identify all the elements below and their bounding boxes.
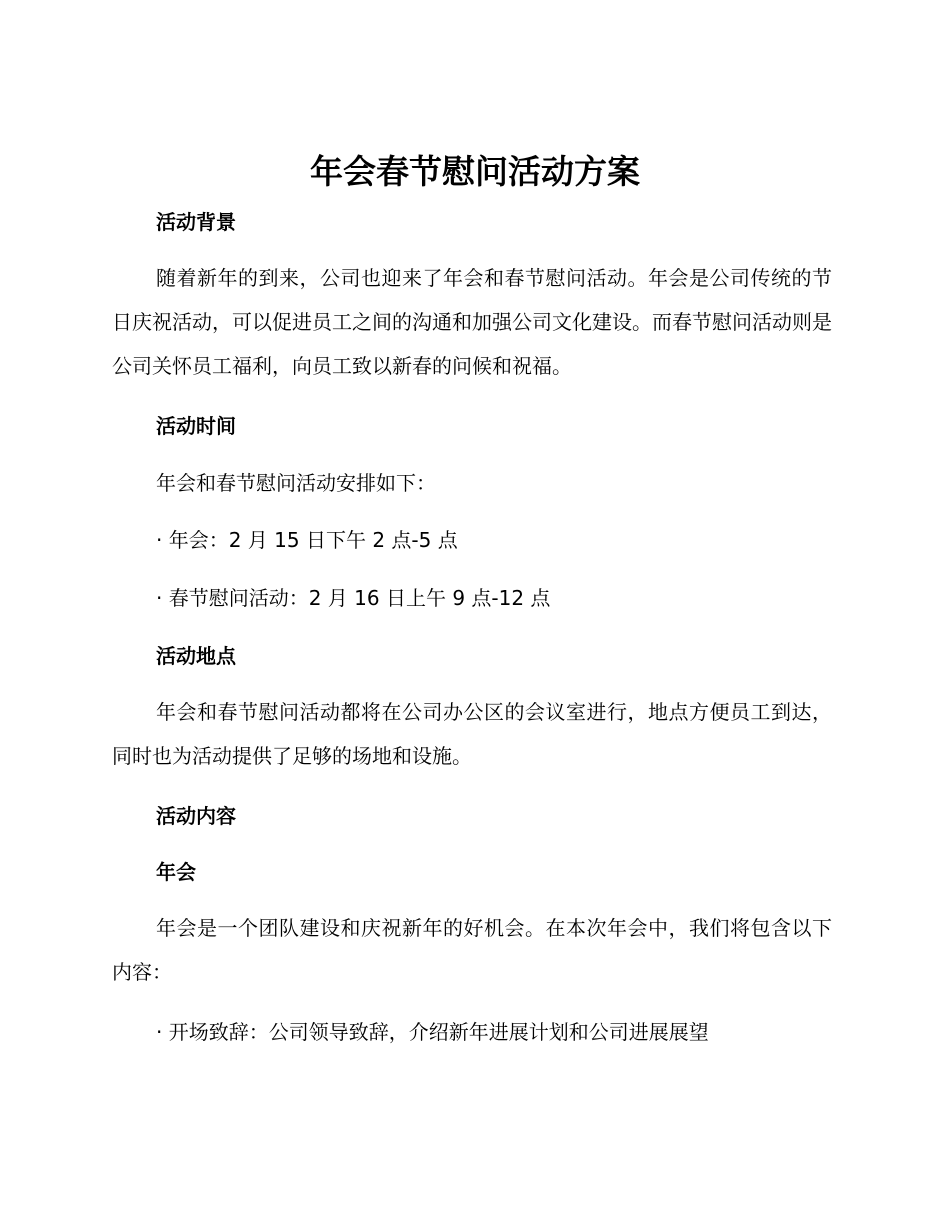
time-list-item: · 年会：2 月 15 日下午 2 点-5 点 xyxy=(156,528,458,552)
section-heading-time: 活动时间 xyxy=(156,414,236,438)
section-heading-content: 活动内容 xyxy=(156,804,236,828)
background-paragraph: 随着新年的到来，公司也迎来了年会和春节慰问活动。年会是公司传统的节日庆祝活动，可以促进员工之间的沟通和加强公司文化建设。而春节慰问活动则是公司关怀员工福利，向员工致以新春的问候和祝福。 xyxy=(112,266,832,378)
location-paragraph: 年会和春节慰问活动都将在公司办公区的会议室进行，地点方便员工到达，同时也为活动提供了足够的场地和设施。 xyxy=(112,700,832,768)
section-heading-background: 活动背景 xyxy=(156,210,236,234)
content-list-item: · 开场致辞：公司领导致辞，介绍新年进展计划和公司进展展望 xyxy=(156,1020,709,1044)
time-list-item: · 春节慰问活动：2 月 16 日上午 9 点-12 点 xyxy=(156,586,551,610)
content-paragraph: 年会是一个团队建设和庆祝新年的好机会。在本次年会中，我们将包含以下内容： xyxy=(112,916,832,984)
document-title: 年会春节慰问活动方案 xyxy=(310,152,640,191)
subsection-heading-annual-party: 年会 xyxy=(156,860,196,884)
section-heading-location: 活动地点 xyxy=(156,644,236,668)
time-intro: 年会和春节慰问活动安排如下： xyxy=(156,471,436,495)
